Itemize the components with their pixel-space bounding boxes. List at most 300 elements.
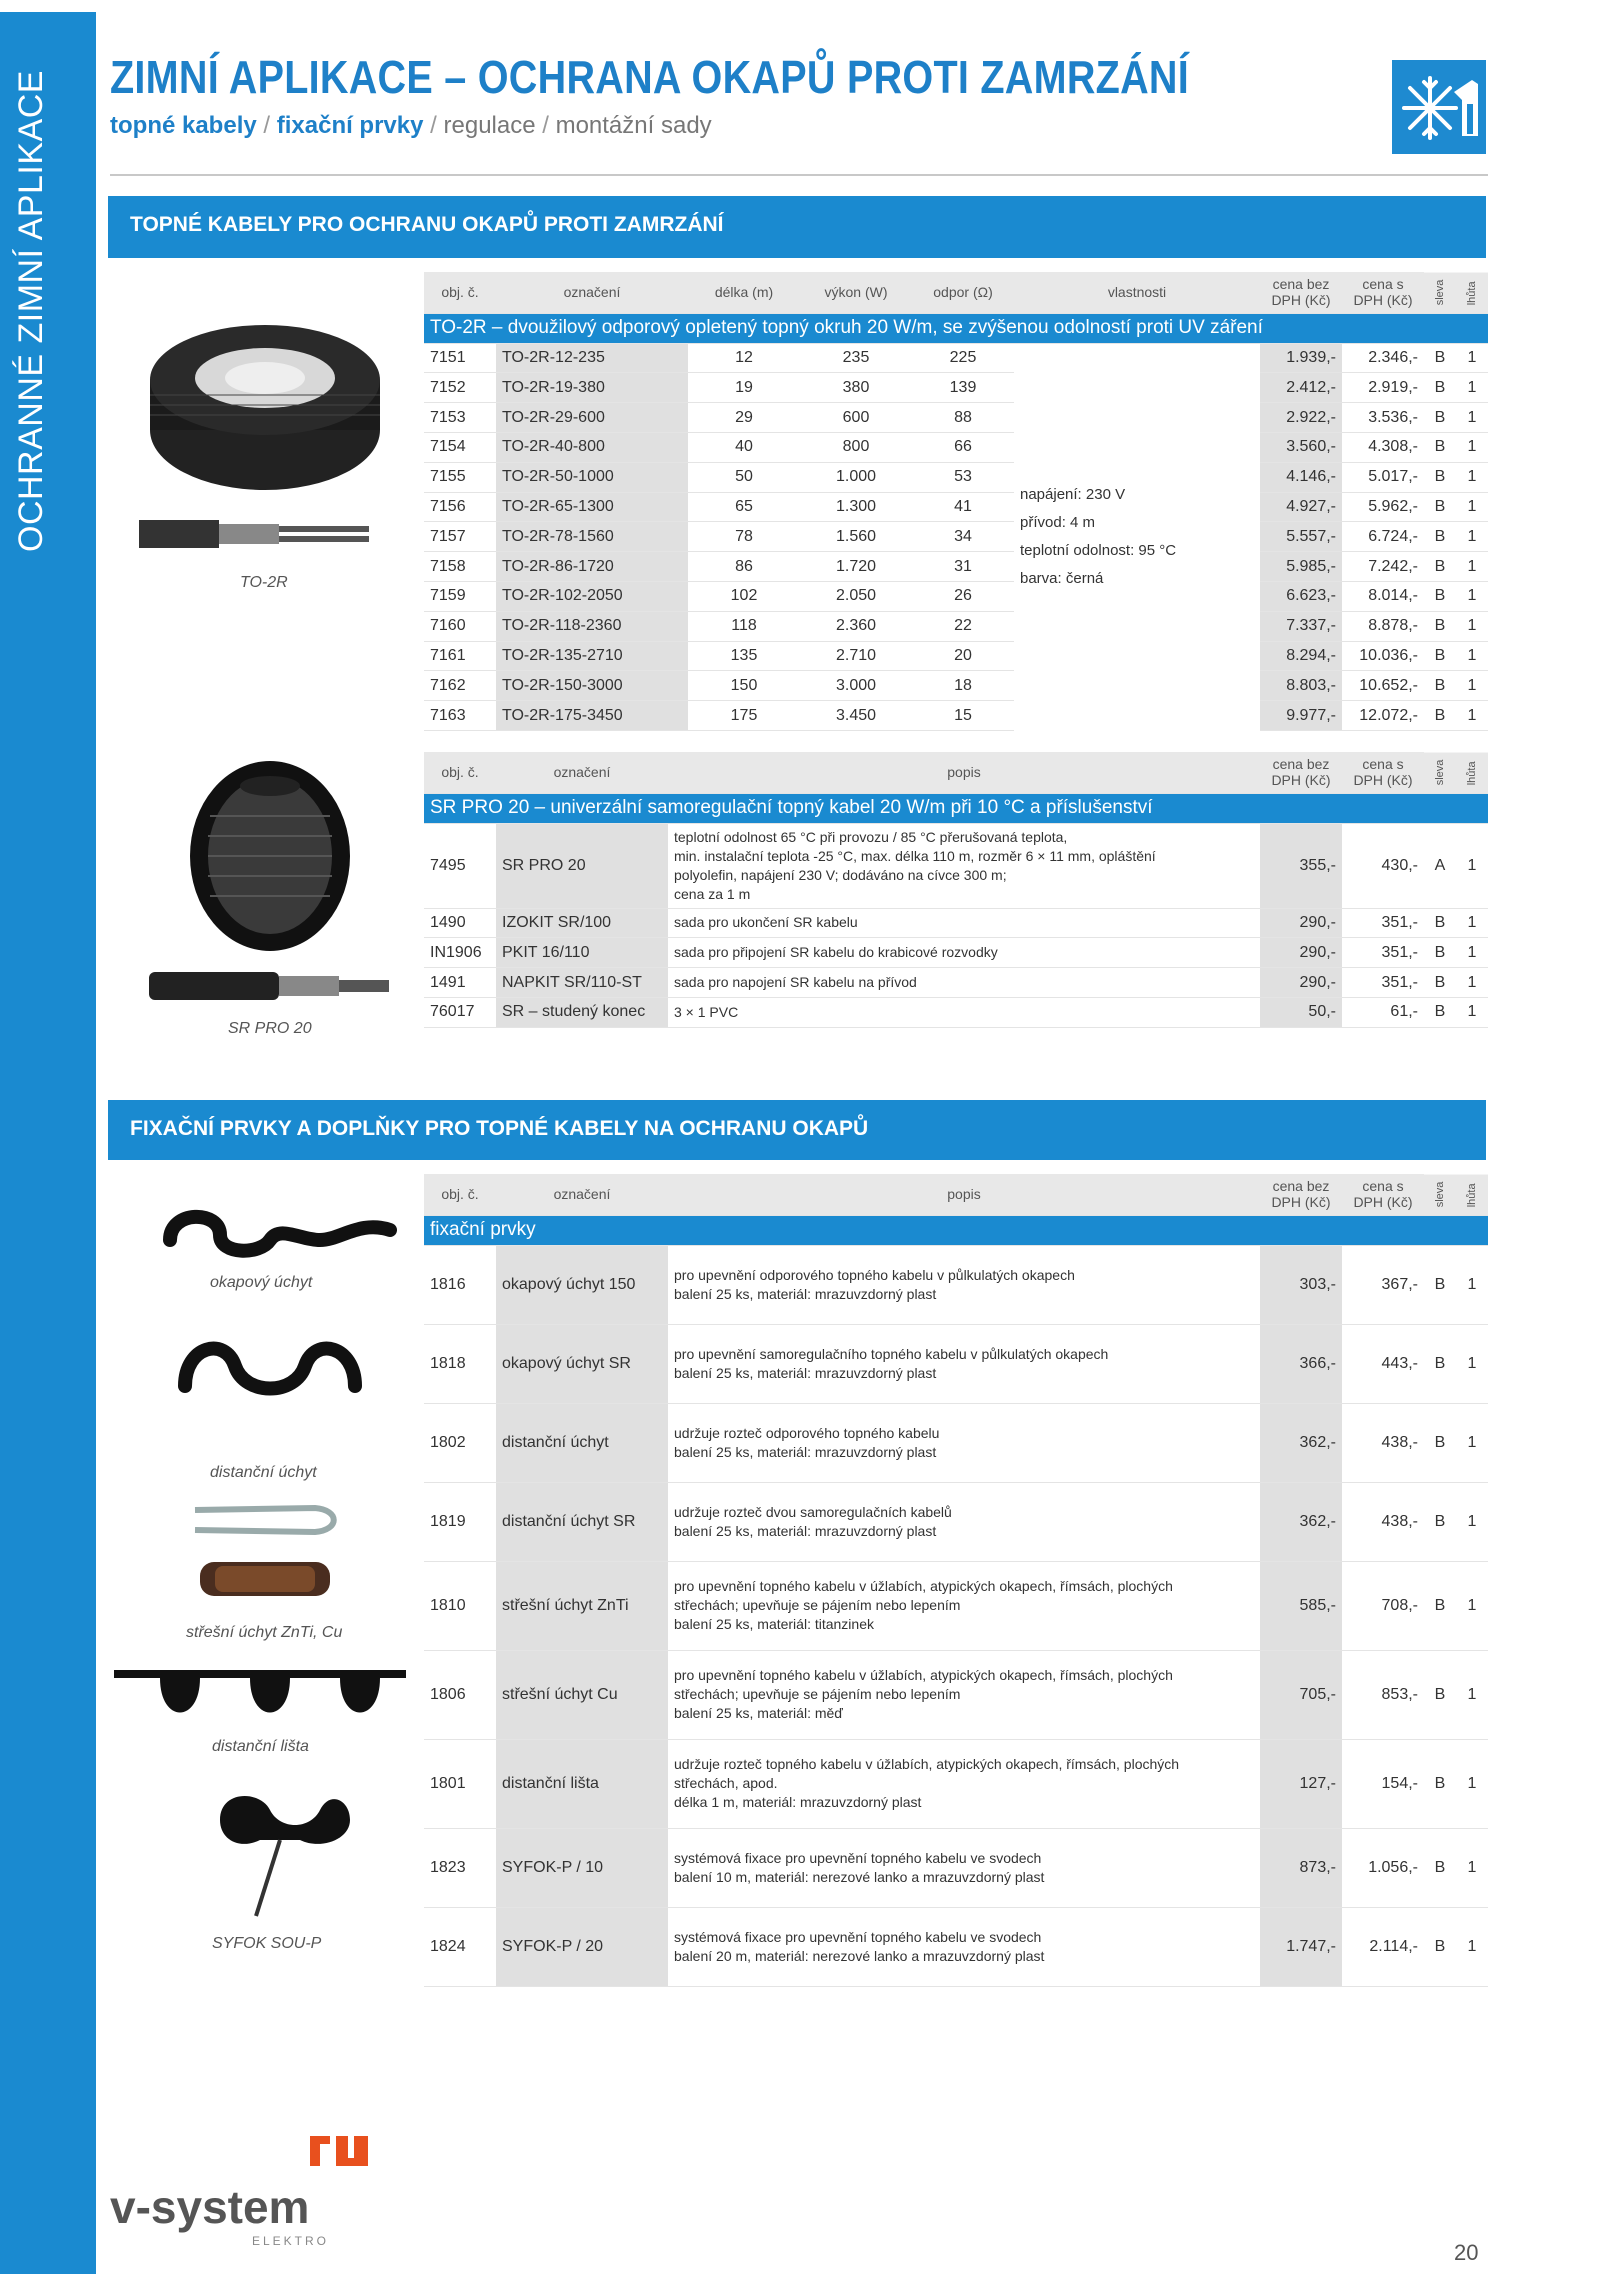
to2r-table [424, 272, 1488, 731]
cell-resistance: 88 [912, 403, 1014, 433]
cell-leadtime: 1 [1456, 492, 1488, 522]
cell-discount: B [1424, 492, 1456, 522]
table-header [424, 272, 1488, 313]
cell-price-gross: 7.242,- [1342, 552, 1424, 582]
cell-price-net: 290,- [1260, 968, 1342, 998]
cell-power: 2.360 [800, 611, 912, 641]
cell-name: okapový úchyt 150 [496, 1245, 668, 1324]
table-row [424, 1245, 1488, 1324]
cell-leadtime: 1 [1456, 908, 1488, 938]
cable-detail-photo [135, 510, 375, 560]
col-header: cena bez DPH (Kč) [1260, 1174, 1342, 1215]
cell-name: distanční úchyt [496, 1403, 668, 1482]
cell-leadtime: 1 [1456, 1245, 1488, 1324]
cell-leadtime: 1 [1456, 552, 1488, 582]
cell-discount: B [1424, 522, 1456, 552]
cell-description: pro upevnění topného kabelu v úžlabích, atypických okapech, římsách, plochých střechách; upevňuje se pájením nebo lepením balení 25 ks, materiál: měď [668, 1650, 1260, 1739]
cell-name: PKIT 16/110 [496, 938, 668, 968]
band-label: fixační prvky [424, 1215, 1488, 1245]
cell-obj: 7154 [424, 432, 496, 462]
cell-price-gross: 443,- [1342, 1324, 1424, 1403]
cell-name: TO-2R-65-1300 [496, 492, 688, 522]
cell-name: střešní úchyt ZnTi [496, 1561, 668, 1650]
cell-discount: B [1424, 968, 1456, 998]
cell-leadtime: 1 [1456, 1324, 1488, 1403]
cell-resistance: 225 [912, 343, 1014, 373]
caption-roof-clip: střešní úchyt ZnTi, Cu [186, 1624, 343, 1641]
roof-clip-zn-photo [175, 1502, 345, 1538]
cell-name: SR PRO 20 [496, 823, 668, 908]
cell-length: 150 [688, 671, 800, 701]
cell-price-gross: 10.036,- [1342, 641, 1424, 671]
cell-price-gross: 12.072,- [1342, 701, 1424, 731]
caption-spacer-strip: distanční lišta [212, 1738, 309, 1755]
col-header: lhůta [1456, 272, 1488, 313]
cell-discount: B [1424, 373, 1456, 403]
section-title-heating-cables: TOPNÉ KABELY PRO OCHRANU OKAPŮ PROTI ZAMRZÁNÍ [108, 196, 1486, 258]
col-header: obj. č. [424, 1174, 496, 1215]
breadcrumb-item[interactable]: montážní sady [555, 112, 712, 139]
col-header: vlastnosti [1014, 272, 1260, 313]
cell-price-gross: 6.724,- [1342, 522, 1424, 552]
caption-spacer-clip: distanční úchyt [210, 1464, 317, 1481]
table-row [424, 581, 1488, 611]
cell-price-net: 7.337,- [1260, 611, 1342, 641]
cell-obj: 1823 [424, 1828, 496, 1907]
cell-obj: 1810 [424, 1561, 496, 1650]
breadcrumb-item[interactable]: fixační prvky [276, 112, 424, 139]
breadcrumb [110, 112, 712, 140]
table-row [424, 1739, 1488, 1828]
cell-obj: 7151 [424, 343, 496, 373]
cell-discount: B [1424, 1324, 1456, 1403]
cell-name: TO-2R-19-380 [496, 373, 688, 403]
logo-sub: ELEKTRO [252, 2234, 330, 2248]
cell-description: udržuje rozteč topného kabelu v úžlabích, atypických okapech, římsách, plochých střechách, apod. délka 1 m, materiál: mrazuvzdorný plast [668, 1739, 1260, 1828]
cell-name: TO-2R-102-2050 [496, 581, 688, 611]
page-number: 20 [1454, 2240, 1479, 2265]
col-header: délka (m) [688, 272, 800, 313]
cell-name: SYFOK-P / 20 [496, 1907, 668, 1986]
cell-price-net: 362,- [1260, 1482, 1342, 1561]
cell-price-net: 127,- [1260, 1739, 1342, 1828]
spacer-strip-photo [110, 1664, 410, 1734]
section-title-fixing: FIXAČNÍ PRVKY A DOPLŇKY PRO TOPNÉ KABELY NA OCHRANU OKAPŮ [108, 1100, 1486, 1160]
cell-discount: B [1424, 1650, 1456, 1739]
cell-obj: 1816 [424, 1245, 496, 1324]
cell-discount: B [1424, 1907, 1456, 1986]
cell-resistance: 22 [912, 611, 1014, 641]
col-header: popis [668, 1174, 1260, 1215]
gutter-clip-photo [160, 1200, 400, 1270]
srpro-table [424, 752, 1488, 1028]
cell-price-gross: 1.056,- [1342, 1828, 1424, 1907]
cell-obj: 1824 [424, 1907, 496, 1986]
cell-price-net: 4.146,- [1260, 462, 1342, 492]
table-row [424, 641, 1488, 671]
cell-resistance: 20 [912, 641, 1014, 671]
cell-length: 19 [688, 373, 800, 403]
table-header [424, 752, 1488, 793]
col-header: lhůta [1456, 752, 1488, 793]
col-header: cena s DPH (Kč) [1342, 752, 1424, 793]
col-header: obj. č. [424, 272, 496, 313]
cell-price-net: 362,- [1260, 1403, 1342, 1482]
cell-leadtime: 1 [1456, 823, 1488, 908]
cell-price-net: 290,- [1260, 908, 1342, 938]
table-band [424, 313, 1488, 343]
caption-gutter-clip: okapový úchyt [210, 1274, 313, 1291]
cell-obj: 7152 [424, 373, 496, 403]
cell-power: 600 [800, 403, 912, 433]
cell-discount: B [1424, 701, 1456, 731]
col-header: cena bez DPH (Kč) [1260, 752, 1342, 793]
col-header: výkon (W) [800, 272, 912, 313]
col-header: označení [496, 752, 668, 793]
cell-name: TO-2R-150-3000 [496, 671, 688, 701]
cell-name: TO-2R-135-2710 [496, 641, 688, 671]
cell-name: střešní úchyt Cu [496, 1650, 668, 1739]
col-header: lhůta [1456, 1174, 1488, 1215]
cell-leadtime: 1 [1456, 1403, 1488, 1482]
cell-resistance: 66 [912, 432, 1014, 462]
cell-leadtime: 1 [1456, 403, 1488, 433]
cell-price-net: 1.939,- [1260, 343, 1342, 373]
col-header: označení [496, 1174, 668, 1215]
cell-discount: B [1424, 908, 1456, 938]
cell-discount: B [1424, 938, 1456, 968]
cell-leadtime: 1 [1456, 462, 1488, 492]
cell-description: sada pro připojení SR kabelu do krabicové rozvodky [668, 938, 1260, 968]
sr-cable-detail-photo [145, 962, 395, 1012]
cell-description: teplotní odolnost 65 °C při provozu / 85 °C přerušovaná teplota, min. instalační teplota -25 °C, max. délka 110 m, rozměr 6 × 11 mm, opláštění polyolefin, napájení 230 V; dodáváno na cívce 300 m; cena za 1 m [668, 823, 1260, 908]
table-row [424, 1324, 1488, 1403]
cell-resistance: 26 [912, 581, 1014, 611]
cell-description: pro upevnění odporového topného kabelu v půlkulatých okapech balení 25 ks, materiál: mrazuvzdorný plast [668, 1245, 1260, 1324]
cell-price-net: 303,- [1260, 1245, 1342, 1324]
cell-discount: B [1424, 1403, 1456, 1482]
col-header: sleva [1424, 1174, 1456, 1215]
cell-price-net: 5.985,- [1260, 552, 1342, 582]
col-header: cena bez DPH (Kč) [1260, 272, 1342, 313]
cell-price-gross: 154,- [1342, 1739, 1424, 1828]
cell-price-gross: 61,- [1342, 997, 1424, 1027]
cell-length: 78 [688, 522, 800, 552]
cell-price-net: 355,- [1260, 823, 1342, 908]
table-row [424, 968, 1488, 998]
cell-name: NAPKIT SR/110-ST [496, 968, 668, 998]
cell-discount: B [1424, 343, 1456, 373]
cell-obj: 7155 [424, 462, 496, 492]
cell-name: distanční úchyt SR [496, 1482, 668, 1561]
cell-leadtime: 1 [1456, 671, 1488, 701]
cell-discount: B [1424, 611, 1456, 641]
cell-length: 40 [688, 432, 800, 462]
cell-price-gross: 351,- [1342, 968, 1424, 998]
breadcrumb-separator: / [423, 112, 444, 139]
cell-leadtime: 1 [1456, 701, 1488, 731]
cell-name: TO-2R-40-800 [496, 432, 688, 462]
cell-price-gross: 3.536,- [1342, 403, 1424, 433]
cell-obj: 7160 [424, 611, 496, 641]
band-label: TO-2R – dvoužilový odporový opletený topný okruh 20 W/m, se zvýšenou odolností proti UV záření [424, 313, 1488, 343]
cell-length: 29 [688, 403, 800, 433]
cell-length: 50 [688, 462, 800, 492]
cell-price-gross: 10.652,- [1342, 671, 1424, 701]
cell-price-gross: 5.962,- [1342, 492, 1424, 522]
cell-name: SYFOK-P / 10 [496, 1828, 668, 1907]
cell-price-net: 3.560,- [1260, 432, 1342, 462]
table-row [424, 492, 1488, 522]
cell-obj: 7159 [424, 581, 496, 611]
spacer-clip-photo [175, 1326, 365, 1436]
breadcrumb-separator: / [256, 112, 277, 139]
page-title: ZIMNÍ APLIKACE – OCHRANA OKAPŮ PROTI ZAMRZÁNÍ [110, 51, 1189, 103]
cell-power: 1.560 [800, 522, 912, 552]
cell-discount: B [1424, 671, 1456, 701]
cell-obj: 1819 [424, 1482, 496, 1561]
cell-leadtime: 1 [1456, 997, 1488, 1027]
cell-power: 1.000 [800, 462, 912, 492]
table-header [424, 1174, 1488, 1215]
cell-price-gross: 8.878,- [1342, 611, 1424, 641]
table-row [424, 1561, 1488, 1650]
cell-discount: A [1424, 823, 1456, 908]
cell-obj: 1491 [424, 968, 496, 998]
cell-description: sada pro ukončení SR kabelu [668, 908, 1260, 938]
cell-price-gross: 367,- [1342, 1245, 1424, 1324]
cell-obj: IN1906 [424, 938, 496, 968]
sr-reel-photo [180, 756, 360, 956]
snowflake-house-icon [1392, 60, 1486, 154]
cell-price-net: 705,- [1260, 1650, 1342, 1739]
col-header: označení [496, 272, 688, 313]
breadcrumb-item[interactable]: topné kabely [110, 112, 257, 139]
table-row [424, 373, 1488, 403]
cell-discount: B [1424, 1561, 1456, 1650]
breadcrumb-separator: / [535, 112, 556, 139]
cell-description: 3 × 1 PVC [668, 997, 1260, 1027]
cell-leadtime: 1 [1456, 581, 1488, 611]
cell-price-net: 873,- [1260, 1828, 1342, 1907]
cell-obj: 1818 [424, 1324, 496, 1403]
cell-price-net: 290,- [1260, 938, 1342, 968]
logo-brand: v-system [110, 2181, 310, 2233]
cell-discount: B [1424, 641, 1456, 671]
header-divider [110, 174, 1488, 176]
vsystem-logo [110, 2130, 380, 2250]
cell-length: 65 [688, 492, 800, 522]
cell-leadtime: 1 [1456, 938, 1488, 968]
cell-leadtime: 1 [1456, 968, 1488, 998]
cell-name: TO-2R-50-1000 [496, 462, 688, 492]
cell-power: 2.710 [800, 641, 912, 671]
fixing-table [424, 1174, 1488, 1987]
cell-power: 1.300 [800, 492, 912, 522]
table-row [424, 1828, 1488, 1907]
cell-discount: B [1424, 1482, 1456, 1561]
cell-discount: B [1424, 1739, 1456, 1828]
cell-obj: 1490 [424, 908, 496, 938]
cell-description: pro upevnění topného kabelu v úžlabích, atypických okapech, římsách, plochých střechách; upevňuje se pájením nebo lepením balení 25 ks, materiál: titanzinek [668, 1561, 1260, 1650]
cell-resistance: 34 [912, 522, 1014, 552]
cell-leadtime: 1 [1456, 432, 1488, 462]
cell-description: udržuje rozteč dvou samoregulačních kabelů balení 25 ks, materiál: mrazuvzdorný plast [668, 1482, 1260, 1561]
cell-length: 12 [688, 343, 800, 373]
cell-properties: napájení: 230 V přívod: 4 m teplotní odolnost: 95 °C barva: černá [1020, 486, 1177, 588]
cell-obj: 76017 [424, 997, 496, 1027]
table-row [424, 908, 1488, 938]
col-header: popis [668, 752, 1260, 793]
table-row [424, 522, 1488, 552]
cell-resistance: 18 [912, 671, 1014, 701]
cell-discount: B [1424, 552, 1456, 582]
cell-name: TO-2R-29-600 [496, 403, 688, 433]
cell-price-gross: 2.114,- [1342, 1907, 1424, 1986]
cell-discount: B [1424, 1245, 1456, 1324]
cell-description: sada pro napojení SR kabelu na přívod [668, 968, 1260, 998]
cell-price-gross: 4.308,- [1342, 432, 1424, 462]
cell-resistance: 15 [912, 701, 1014, 731]
col-header: sleva [1424, 272, 1456, 313]
table-row [424, 938, 1488, 968]
cell-name: IZOKIT SR/100 [496, 908, 668, 938]
cell-discount: B [1424, 462, 1456, 492]
cell-obj: 7161 [424, 641, 496, 671]
band-label: SR PRO 20 – univerzální samoregulační topný kabel 20 W/m při 10 °C a příslušenství [424, 793, 1488, 823]
cell-leadtime: 1 [1456, 1482, 1488, 1561]
cell-leadtime: 1 [1456, 1907, 1488, 1986]
cell-name: TO-2R-175-3450 [496, 701, 688, 731]
cell-obj: 7162 [424, 671, 496, 701]
cell-name: SR – studený konec [496, 997, 668, 1027]
cell-price-gross: 430,- [1342, 823, 1424, 908]
cell-leadtime: 1 [1456, 641, 1488, 671]
cell-resistance: 139 [912, 373, 1014, 403]
cell-description: systémová fixace pro upevnění topného kabelu ve svodech balení 10 m, materiál: nerezové lanko a mrazuvzdorný plast [668, 1828, 1260, 1907]
cell-power: 3.450 [800, 701, 912, 731]
cell-resistance: 41 [912, 492, 1014, 522]
table-row [424, 1907, 1488, 1986]
cell-power: 380 [800, 373, 912, 403]
cell-price-net: 9.977,- [1260, 701, 1342, 731]
cell-power: 2.050 [800, 581, 912, 611]
cell-price-gross: 351,- [1342, 908, 1424, 938]
cell-price-net: 5.557,- [1260, 522, 1342, 552]
photo-caption-to2r: TO-2R [240, 574, 288, 591]
cell-length: 118 [688, 611, 800, 641]
cell-resistance: 31 [912, 552, 1014, 582]
cell-leadtime: 1 [1456, 1739, 1488, 1828]
cell-price-gross: 351,- [1342, 938, 1424, 968]
cell-price-net: 4.927,- [1260, 492, 1342, 522]
cell-leadtime: 1 [1456, 1650, 1488, 1739]
table-row [424, 701, 1488, 731]
cell-description: udržuje rozteč odporového topného kabelu balení 25 ks, materiál: mrazuvzdorný plast [668, 1403, 1260, 1482]
cell-price-gross: 2.346,- [1342, 343, 1424, 373]
cell-power: 235 [800, 343, 912, 373]
cell-obj: 7156 [424, 492, 496, 522]
cell-price-gross: 8.014,- [1342, 581, 1424, 611]
cell-description: pro upevnění samoregulačního topného kabelu v půlkulatých okapech balení 25 ks, materiál: mrazuvzdorný plast [668, 1324, 1260, 1403]
cell-discount: B [1424, 1828, 1456, 1907]
cell-length: 102 [688, 581, 800, 611]
col-header: cena s DPH (Kč) [1342, 272, 1424, 313]
table-band [424, 793, 1488, 823]
cell-leadtime: 1 [1456, 1828, 1488, 1907]
cell-name: TO-2R-118-2360 [496, 611, 688, 641]
cell-name: TO-2R-12-235 [496, 343, 688, 373]
breadcrumb-item[interactable]: regulace [443, 112, 536, 139]
cell-leadtime: 1 [1456, 611, 1488, 641]
cell-obj: 7163 [424, 701, 496, 731]
cell-obj: 1802 [424, 1403, 496, 1482]
table-row [424, 997, 1488, 1027]
cell-resistance: 53 [912, 462, 1014, 492]
table-band [424, 1215, 1488, 1245]
photo-caption-srpro20: SR PRO 20 [228, 1020, 312, 1037]
cell-price-net: 585,- [1260, 1561, 1342, 1650]
table-row [424, 1650, 1488, 1739]
col-header: odpor (Ω) [912, 272, 1014, 313]
cell-name: distanční lišta [496, 1739, 668, 1828]
table-row [424, 1482, 1488, 1561]
table-row [424, 343, 1488, 373]
cell-discount: B [1424, 581, 1456, 611]
cell-obj: 7495 [424, 823, 496, 908]
table-row [424, 432, 1488, 462]
cell-name: okapový úchyt SR [496, 1324, 668, 1403]
table-row [424, 462, 1488, 492]
cell-obj: 7153 [424, 403, 496, 433]
cell-leadtime: 1 [1456, 522, 1488, 552]
cell-name: TO-2R-86-1720 [496, 552, 688, 582]
cell-price-net: 50,- [1260, 997, 1342, 1027]
cell-price-net: 8.803,- [1260, 671, 1342, 701]
table-row [424, 552, 1488, 582]
col-header: cena s DPH (Kč) [1342, 1174, 1424, 1215]
cell-leadtime: 1 [1456, 373, 1488, 403]
sidebar-label: OCHRANNÉ ZIMNÍ APLIKACE [12, 70, 50, 552]
cell-power: 1.720 [800, 552, 912, 582]
roof-clip-cu-photo [195, 1556, 335, 1602]
table-row [424, 611, 1488, 641]
table-row [424, 823, 1488, 908]
cell-obj: 1806 [424, 1650, 496, 1739]
cell-price-gross: 708,- [1342, 1561, 1424, 1650]
cell-price-net: 2.412,- [1260, 373, 1342, 403]
col-header: sleva [1424, 752, 1456, 793]
cell-power: 800 [800, 432, 912, 462]
cell-price-net: 8.294,- [1260, 641, 1342, 671]
cell-price-gross: 438,- [1342, 1403, 1424, 1482]
cell-length: 86 [688, 552, 800, 582]
cell-price-gross: 5.017,- [1342, 462, 1424, 492]
caption-syfok: SYFOK SOU-P [212, 1935, 322, 1952]
cell-description: systémová fixace pro upevnění topného kabelu ve svodech balení 20 m, materiál: nerezové lanko a mrazuvzdorný plast [668, 1907, 1260, 1986]
cell-price-net: 2.922,- [1260, 403, 1342, 433]
sidebar [0, 12, 96, 2274]
cell-leadtime: 1 [1456, 1561, 1488, 1650]
table-row [424, 671, 1488, 701]
cell-price-net: 1.747,- [1260, 1907, 1342, 1986]
cell-name: TO-2R-78-1560 [496, 522, 688, 552]
cell-discount: B [1424, 432, 1456, 462]
cell-leadtime: 1 [1456, 343, 1488, 373]
cell-obj: 1801 [424, 1739, 496, 1828]
cell-length: 135 [688, 641, 800, 671]
cell-price-gross: 853,- [1342, 1650, 1424, 1739]
